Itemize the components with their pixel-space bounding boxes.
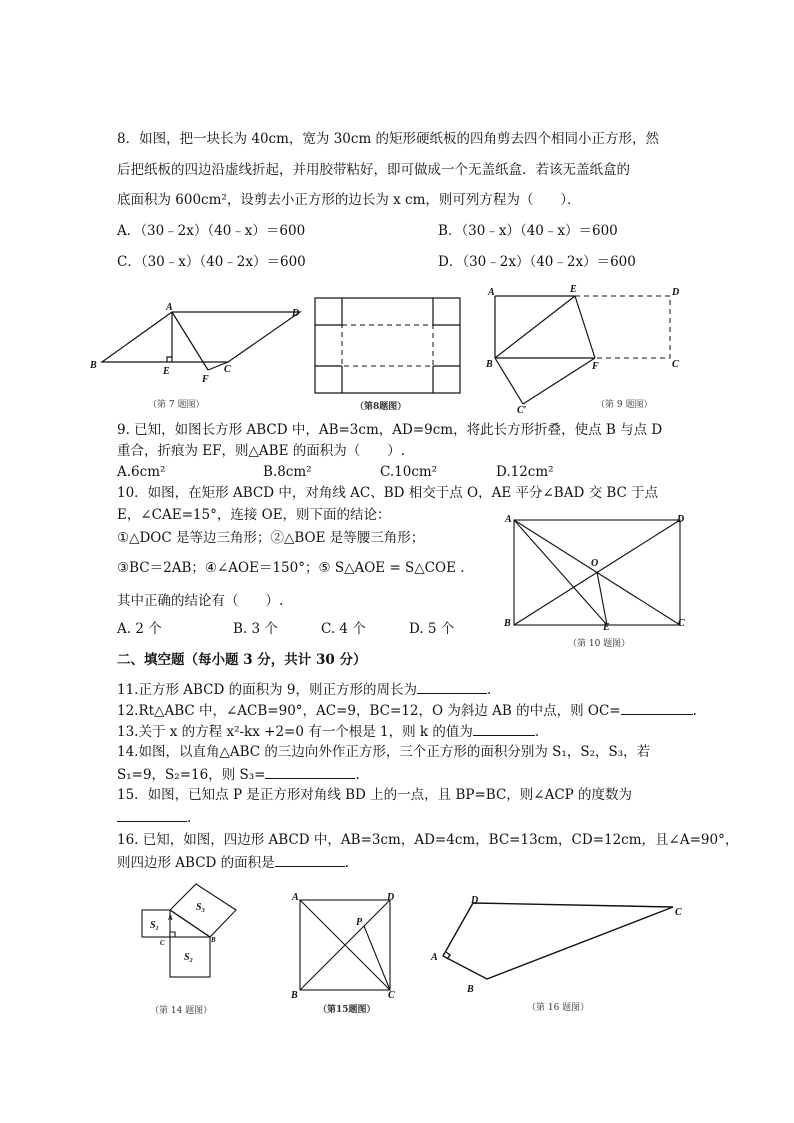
- section-2-title: 二、填空题（每小题 3 分，共计 30 分）: [117, 652, 367, 668]
- figure-16: [425, 890, 695, 1000]
- fig9-label-a: A: [488, 287, 495, 298]
- q14-line1: 14.如图，以直角△ABC 的三边向外作正方形，三个正方形的面积分别为 S₁，S₂，S₃，若: [117, 744, 651, 760]
- q15-answer-blank[interactable]: [117, 808, 187, 822]
- fig7-label-d: D: [292, 308, 300, 319]
- q13-answer-blank[interactable]: [473, 722, 535, 736]
- fig15-label-a: A: [292, 892, 299, 903]
- q9-option-a: A.6cm²: [117, 464, 166, 480]
- q12: 12.Rt△ABC 中，∠ACB=90°，AC=9，BC=12，O 为斜边 AB 的中点，则 OC= .: [117, 703, 697, 719]
- q9-option-c: C.10cm²: [380, 464, 438, 480]
- fig7-label-b: B: [90, 360, 97, 371]
- q8-option-d: D．（30﹣2x）（40﹣2x）＝600: [438, 254, 636, 270]
- q14-text: S₁=9，S₂=16，则 S₃=: [117, 767, 266, 783]
- figure-14: [138, 880, 248, 990]
- q8-option-b: B．（30﹣x）（40﹣x）＝600: [438, 223, 618, 239]
- q15-line2: .: [117, 808, 191, 827]
- fig9-label-f: F: [592, 361, 599, 372]
- q10-line5: 其中正确的结论有（ ）.: [117, 593, 284, 609]
- fig15-label-c: C: [388, 990, 395, 1001]
- figure-10: [500, 510, 695, 632]
- q10-option-c: C. 4 个: [321, 621, 366, 637]
- figure-9: [480, 283, 685, 416]
- fig7-label-a: A: [166, 302, 173, 313]
- q8-line3: 底面积为 600cm²，设剪去小正方形的边长为 x cm，则可列方程为（ ）．: [117, 192, 581, 208]
- q10-line3: ①△DOC 是等边三角形；②△BOE 是等腰三角形；: [117, 530, 425, 546]
- figure-8: [314, 297, 464, 395]
- q16-line2: 则四边形 ABCD 的面积是 .: [117, 855, 349, 871]
- fig10-label-b: B: [504, 618, 511, 629]
- fig8-caption: （第8题图）: [355, 402, 407, 412]
- figure-7: [90, 300, 310, 390]
- q11-text: 11.正方形 ABCD 的面积为 9，则正方形的周长为: [117, 682, 418, 698]
- q9-line2: 重合，折痕为 EF，则△ABE 的面积为（ ）.: [117, 443, 406, 459]
- fig14-label-a: A: [168, 914, 173, 922]
- fig14-label-s2: S₂: [184, 952, 194, 963]
- fig9-label-c: C: [672, 359, 679, 370]
- q13-text: 13.关于 x 的方程 x²-kx +2=0 有一个根是 1，则 k 的值为: [117, 724, 473, 740]
- fig14-label-s1: S₁: [150, 920, 160, 931]
- fig10-caption: （第 10 题图）: [568, 639, 631, 649]
- fig9-label-d: D: [672, 287, 680, 298]
- q9-option-d: D.12cm²: [496, 464, 554, 480]
- q10-option-d: D. 5 个: [409, 621, 455, 637]
- fig14-label-b: B: [211, 936, 216, 944]
- fig15-label-b: B: [291, 990, 298, 1001]
- q16-line1: 16. 已知，如图，四边形 ABCD 中，AB=3cm，AD=4cm，BC=13cm，CD=12cm，且∠A=90°，: [117, 832, 739, 848]
- q13: 13.关于 x 的方程 x²-kx +2=0 有一个根是 1，则 k 的值为 .: [117, 724, 540, 740]
- fig14-label-s3: S₃: [196, 902, 206, 913]
- q10-option-b: B. 3 个: [233, 621, 278, 637]
- q10-line2: E，∠CAE=15°，连接 OE，则下面的结论：: [117, 507, 391, 523]
- fig10-label-e: E: [603, 622, 610, 633]
- q11: 11.正方形 ABCD 的面积为 9，则正方形的周长为 .: [117, 682, 492, 698]
- fig16-caption: （第 16 题图）: [527, 1003, 590, 1013]
- fig15-label-d: D: [387, 892, 395, 903]
- q12-text: 12.Rt△ABC 中，∠ACB=90°，AC=9，BC=12，O 为斜边 AB 的中点，则 OC=: [117, 703, 621, 719]
- q14-answer-blank[interactable]: [265, 765, 355, 779]
- fig16-label-a: A: [431, 952, 438, 963]
- fig9-label-c-prime: C′: [517, 405, 527, 416]
- q9-line1: 9. 已知，如图长方形 ABCD 中，AB=3cm，AD=9cm，将此长方形折叠，使点 B 与点 D: [117, 422, 663, 438]
- q8-option-c: C．（30﹣x）（40﹣2x）＝600: [117, 254, 306, 270]
- fig15-caption: （第15题图）: [318, 1005, 376, 1015]
- q8-line1: 8．如图，把一块长为 40cm，宽为 30cm 的矩形硬纸板的四角剪去四个相同小正方形，然: [117, 131, 660, 147]
- q14-line2: S₁=9，S₂=16，则 S₃= .: [117, 767, 360, 783]
- fig16-label-d: D: [471, 895, 479, 906]
- fig15-label-p: P: [356, 917, 363, 928]
- q16-text: 则四边形 ABCD 的面积是: [117, 855, 275, 871]
- q16-answer-blank[interactable]: [275, 853, 345, 867]
- q10-line1: 10．如图，在矩形 ABCD 中，对角线 AC、BD 相交于点 O，AE 平分∠BAD 交 BC 于点: [117, 485, 659, 501]
- q10-line4: ③BC＝2AB；④∠AOE＝150°；⑤ S△AOE = S△COE .: [117, 560, 465, 576]
- q8-option-a: A．（30﹣2x）（40﹣x）＝600: [117, 223, 306, 239]
- figure-15: [288, 890, 403, 1002]
- fig10-label-c: C: [678, 618, 685, 629]
- fig7-caption: （第 7 题图）: [148, 400, 205, 410]
- fig7-label-c: C: [224, 364, 231, 375]
- q11-answer-blank[interactable]: [417, 680, 487, 694]
- fig14-caption: （第 14 题图）: [150, 1006, 213, 1016]
- fig10-label-d: D: [677, 514, 685, 525]
- fig10-label-o: O: [591, 558, 599, 569]
- fig14-label-c: C: [160, 939, 165, 947]
- q10-option-a: A. 2 个: [117, 621, 162, 637]
- fig16-label-b: B: [467, 984, 474, 995]
- fig7-label-f: F: [202, 374, 209, 385]
- q8-line2: 后把纸板的四边沿虚线折起，并用胶带粘好，即可做成一个无盖纸盒．若该无盖纸盒的: [117, 162, 630, 178]
- fig9-caption: （第 9 题图）: [596, 400, 653, 410]
- q9-option-b: B.8cm²: [263, 464, 312, 480]
- q15-line1: 15．如图，已知点 P 是正方形对角线 BD 上的一点，且 BP=BC，则∠ACP 的度数为: [117, 787, 633, 803]
- fig10-label-a: A: [505, 514, 512, 525]
- q12-answer-blank[interactable]: [621, 701, 693, 715]
- fig9-label-e: E: [570, 284, 577, 295]
- fig16-label-c: C: [675, 907, 682, 918]
- fig7-label-e: E: [163, 366, 170, 377]
- fig9-label-b: B: [486, 359, 493, 370]
